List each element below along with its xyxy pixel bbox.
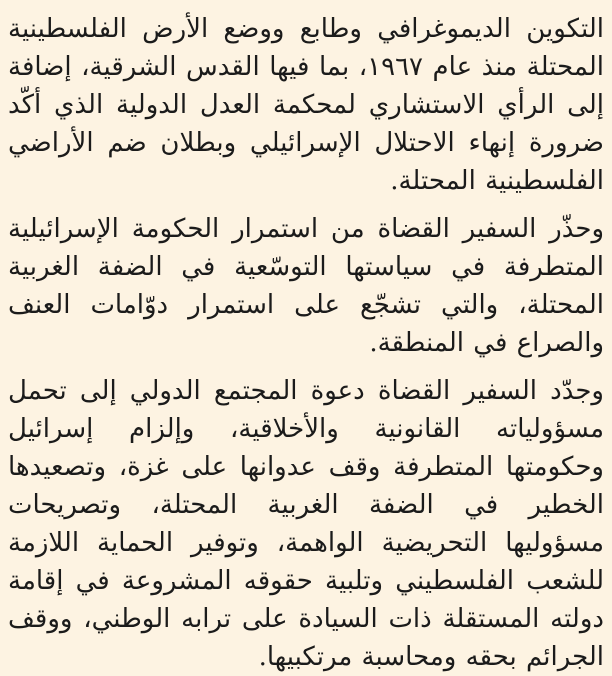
paragraph-1: التكوين الديموغرافي وطابع ووضع الأرض الفلسطينية المحتلة منذ عام ١٩٦٧، بما فيها القدس الشرقية، إضافة إلى الرأي الاستشاري لمحكمة العدل الدولية الذي أكّد ضرورة إنهاء الاحتلال الإسرائيلي وبطلان ضم الأراضي الفلسطينية المحتلة. <box>8 14 604 196</box>
paragraph-3: وجدّد السفير القضاة دعوة المجتمع الدولي إلى تحمل مسؤولياته القانونية والأخلاقية، وإلزام إسرائيل وحكومتها المتطرفة وقف عدوانها على غزة، وتصعيدها الخطير في الضفة الغربية المحتلة، وتصريحات مسؤوليها التحريضية الواهمة، وتوفير الحماية اللازمة للشعب الفلسطيني وتلبية حقوقه المشروعة في إقامة دولته المستقلة ذات السيادة على ترابه الوطني، ووقف الجرائم بحقه ومحاسبة مرتكبيها. <box>8 376 604 672</box>
paragraph-2: وحذّر السفير القضاة من استمرار الحكومة الإسرائيلية المتطرفة في سياستها التوسّعية في الضفة الغربية المحتلة، والتي تشجّع على استمرار دوّامات العنف والصراع في المنطقة. <box>8 214 604 358</box>
